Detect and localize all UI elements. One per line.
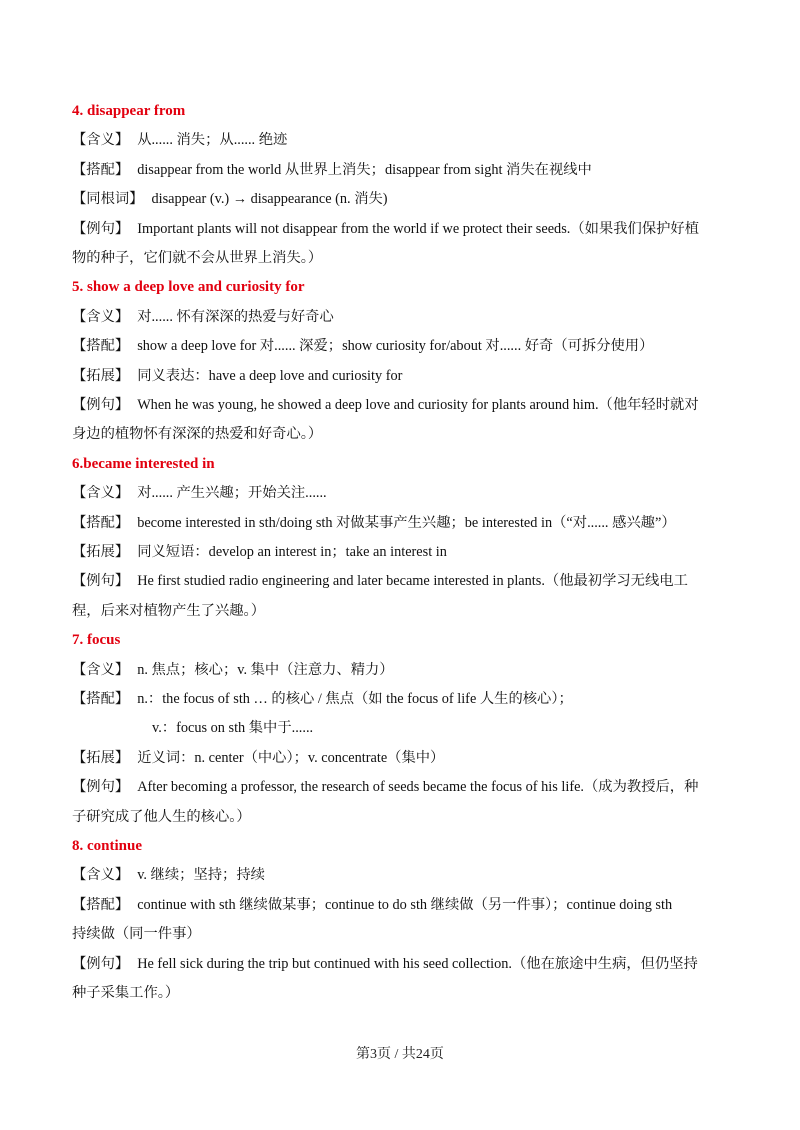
- entry-line: [72, 924, 732, 944]
- entry-line: [72, 336, 732, 356]
- entry-title: 6.became interested in: [72, 455, 215, 472]
- line-text: v. 继续；坚持；持续: [137, 867, 265, 884]
- entry-line: [72, 983, 732, 1003]
- line-text: 身边的植物怀有深深的热爱和好奇心。）: [72, 426, 323, 443]
- line-text: He fell sick during the trip but continued with his seed collection.（他在旅途中生病，但仍坚持: [137, 955, 698, 972]
- line-text: disappear from the world 从世界上消失；disappear from sight 消失在视线中: [137, 161, 592, 178]
- line-text: Important plants will not disappear from the world if we protect their seeds.（如果我们保护好植: [137, 220, 700, 237]
- line-text: 从...... 消失；从...... 绝迹: [137, 132, 288, 149]
- entry-line: [72, 748, 732, 768]
- line-tag: 【同根词】: [72, 191, 144, 208]
- line-text: show a deep love for 对...... 深爱；show curiosity for/about 对...... 好奇（可拆分使用）: [137, 338, 654, 355]
- entry-line: [72, 219, 732, 239]
- line-tag: 【含义】: [72, 308, 130, 325]
- line-text: n. 焦点；核心；v. 集中（注意力、精力）: [137, 661, 394, 678]
- line-tag: 【含义】: [72, 485, 130, 502]
- entry-line: [152, 718, 800, 738]
- line-tag: 【含义】: [72, 132, 130, 149]
- line-text: n.：the focus of sth … 的核心 / 焦点（如 the focus of life 人生的核心）；: [137, 691, 573, 707]
- line-text: 持续做（同一件事）: [72, 926, 201, 943]
- line-tag: 【搭配】: [72, 691, 130, 707]
- line-tag: 【例句】: [72, 779, 130, 796]
- line-text: 种子采集工作。）: [72, 985, 180, 1001]
- entry-line: [72, 160, 732, 180]
- line-tag: 【搭配】: [72, 896, 130, 913]
- line-tag: 【拓展】: [72, 544, 130, 560]
- line-text: When he was young, he showed a deep love and curiosity for plants around him.（他年轻时就对: [137, 397, 699, 413]
- entry-title: 5. show a deep love and curiosity for: [72, 279, 305, 296]
- line-text: disappear (v.) → disappearance (n. 消失): [151, 191, 388, 208]
- line-tag: 【例句】: [72, 220, 130, 237]
- entry-title: 7. focus: [72, 632, 121, 649]
- entry-line: [72, 130, 732, 150]
- line-text: After becoming a professor, the research of seeds became the focus of his life.（成为教授后，种: [137, 779, 699, 796]
- entry-line: [72, 189, 732, 209]
- entry-line: [72, 513, 732, 533]
- line-tag: 【拓展】: [72, 367, 130, 384]
- line-text: 程，后来对植物产生了兴趣。）: [72, 602, 266, 619]
- line-text: 子研究成了他人生的核心。）: [72, 808, 251, 825]
- line-text: v.：focus on sth 集中于......: [152, 720, 314, 737]
- entry-line: [72, 601, 732, 621]
- line-tag: 【例句】: [72, 573, 130, 590]
- line-text: 同义短语：develop an interest in；take an interest in: [137, 544, 447, 560]
- entry-line: [72, 366, 732, 386]
- line-tag: 【含义】: [72, 661, 130, 678]
- page-footer: 第3页 / 共24页: [356, 1047, 444, 1062]
- entry-line: [72, 571, 732, 591]
- line-text: become interested in sth/doing sth 对做某事产生兴趣；be interested in（“对...... 感兴趣”）: [137, 514, 676, 531]
- entry-line: [72, 660, 732, 680]
- line-text: He first studied radio engineering and later became interested in plants.（他最初学习无线电工: [137, 573, 688, 590]
- entry-title: 4. disappear from: [72, 103, 186, 119]
- line-tag: 【搭配】: [72, 514, 130, 531]
- entry-line: [72, 865, 732, 885]
- entry-line: [72, 542, 732, 562]
- line-tag: 【拓展】: [72, 749, 130, 766]
- entry-line: [72, 807, 732, 827]
- line-text: 对...... 产生兴趣；开始关注......: [137, 485, 327, 502]
- line-text: continue with sth 继续做某事；continue to do sth 继续做（另一件事）；continue doing sth: [137, 896, 673, 913]
- line-text: 近义词：n. center（中心）；v. concentrate（集中）: [137, 749, 445, 766]
- entry-line: [72, 248, 732, 268]
- line-text: 物的种子，它们就不会从世界上消失。）: [72, 250, 323, 266]
- entry-line: [72, 954, 732, 974]
- entry-line: [72, 777, 732, 797]
- line-text: 对...... 怀有深深的热爱与好奇心: [137, 308, 334, 325]
- line-text: 同义表达：have a deep love and curiosity for: [137, 367, 403, 384]
- line-tag: 【例句】: [72, 955, 130, 972]
- line-tag: 【搭配】: [72, 338, 130, 355]
- entry-title: 8. continue: [72, 838, 143, 854]
- entry-line: [72, 895, 732, 915]
- line-tag: 【含义】: [72, 867, 130, 884]
- line-tag: 【例句】: [72, 397, 130, 413]
- entry-line: [72, 483, 732, 503]
- entry-line: [72, 689, 732, 709]
- entry-line: [72, 307, 732, 327]
- entry-line: [72, 424, 732, 444]
- line-tag: 【搭配】: [72, 161, 130, 178]
- entry-line: [72, 395, 732, 415]
